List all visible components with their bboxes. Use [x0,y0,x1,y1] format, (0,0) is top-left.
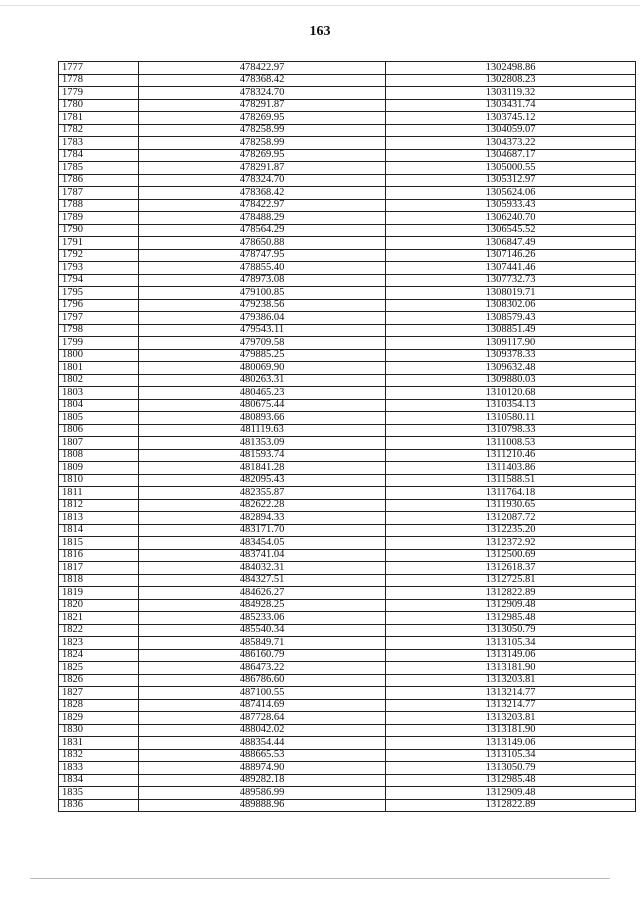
table-row [59,387,636,400]
point-number-cell: 1812 [59,499,139,512]
point-number-cell: 1835 [59,787,139,800]
coordinates-table [58,61,636,812]
point-number-cell: 1831 [59,737,139,750]
x-coordinate-cell: 486160.79 [139,649,386,662]
point-number-cell: 1777 [59,62,139,75]
point-number-cell: 1834 [59,774,139,787]
point-number-cell: 1818 [59,574,139,587]
table-row [59,512,636,525]
point-number-cell: 1803 [59,387,139,400]
y-coordinate-cell: 1312725.81 [386,574,636,587]
y-coordinate-cell: 1305000.55 [386,162,636,175]
table-row [59,524,636,537]
x-coordinate-cell: 478368.42 [139,187,386,200]
y-coordinate-cell: 1311210.46 [386,449,636,462]
x-coordinate-cell: 481353.09 [139,437,386,450]
table-row [59,374,636,387]
scan-bottom-line [30,878,610,879]
y-coordinate-cell: 1313203.81 [386,712,636,725]
point-number-cell: 1822 [59,624,139,637]
y-coordinate-cell: 1310798.33 [386,424,636,437]
point-number-cell: 1789 [59,212,139,225]
y-coordinate-cell: 1312985.48 [386,612,636,625]
x-coordinate-cell: 478324.70 [139,174,386,187]
y-coordinate-cell: 1312372.92 [386,537,636,550]
x-coordinate-cell: 485233.06 [139,612,386,625]
point-number-cell: 1794 [59,274,139,287]
y-coordinate-cell: 1313181.90 [386,724,636,737]
x-coordinate-cell: 487100.55 [139,687,386,700]
point-number-cell: 1804 [59,399,139,412]
y-coordinate-cell: 1313050.79 [386,624,636,637]
y-coordinate-cell: 1312087.72 [386,512,636,525]
x-coordinate-cell: 482894.33 [139,512,386,525]
point-number-cell: 1796 [59,299,139,312]
y-coordinate-cell: 1311930.65 [386,499,636,512]
x-coordinate-cell: 478258.99 [139,137,386,150]
x-coordinate-cell: 478324.70 [139,87,386,100]
point-number-cell: 1792 [59,249,139,262]
point-number-cell: 1808 [59,449,139,462]
y-coordinate-cell: 1304687.17 [386,149,636,162]
table-row [59,774,636,787]
y-coordinate-cell: 1313105.34 [386,637,636,650]
x-coordinate-cell: 488665.53 [139,749,386,762]
table-row [59,187,636,200]
x-coordinate-cell: 480675.44 [139,399,386,412]
table-row [59,574,636,587]
point-number-cell: 1786 [59,174,139,187]
y-coordinate-cell: 1313181.90 [386,662,636,675]
y-coordinate-cell: 1302498.86 [386,62,636,75]
y-coordinate-cell: 1303119.32 [386,87,636,100]
point-number-cell: 1783 [59,137,139,150]
y-coordinate-cell: 1308579.43 [386,312,636,325]
table-row [59,324,636,337]
point-number-cell: 1820 [59,599,139,612]
point-number-cell: 1790 [59,224,139,237]
x-coordinate-cell: 486786.60 [139,674,386,687]
point-number-cell: 1779 [59,87,139,100]
y-coordinate-cell: 1312235.20 [386,524,636,537]
table-row [59,612,636,625]
point-number-cell: 1806 [59,424,139,437]
x-coordinate-cell: 483171.70 [139,524,386,537]
x-coordinate-cell: 481119.63 [139,424,386,437]
x-coordinate-cell: 478650.88 [139,237,386,250]
y-coordinate-cell: 1313149.06 [386,649,636,662]
x-coordinate-cell: 489586.99 [139,787,386,800]
table-row [59,74,636,87]
x-coordinate-cell: 479709.58 [139,337,386,350]
table-row [59,799,636,812]
y-coordinate-cell: 1305933.43 [386,199,636,212]
y-coordinate-cell: 1312909.48 [386,787,636,800]
x-coordinate-cell: 478258.99 [139,124,386,137]
x-coordinate-cell: 478855.40 [139,262,386,275]
table-row [59,724,636,737]
table-row [59,337,636,350]
x-coordinate-cell: 478564.29 [139,224,386,237]
table-row [59,462,636,475]
table-row [59,249,636,262]
table-row [59,737,636,750]
point-number-cell: 1832 [59,749,139,762]
point-number-cell: 1805 [59,412,139,425]
y-coordinate-cell: 1309117.90 [386,337,636,350]
point-number-cell: 1781 [59,112,139,125]
table-row [59,537,636,550]
point-number-cell: 1785 [59,162,139,175]
table-row [59,99,636,112]
x-coordinate-cell: 478422.97 [139,199,386,212]
point-number-cell: 1793 [59,262,139,275]
point-number-cell: 1787 [59,187,139,200]
table-row [59,349,636,362]
y-coordinate-cell: 1303745.12 [386,112,636,125]
x-coordinate-cell: 487728.64 [139,712,386,725]
table-row [59,749,636,762]
point-number-cell: 1824 [59,649,139,662]
x-coordinate-cell: 485849.71 [139,637,386,650]
y-coordinate-cell: 1306545.52 [386,224,636,237]
table-row [59,362,636,375]
table-row [59,624,636,637]
table-row [59,287,636,300]
x-coordinate-cell: 482095.43 [139,474,386,487]
table-row [59,124,636,137]
x-coordinate-cell: 480465.23 [139,387,386,400]
y-coordinate-cell: 1304373.22 [386,137,636,150]
x-coordinate-cell: 478973.08 [139,274,386,287]
x-coordinate-cell: 485540.34 [139,624,386,637]
table-row [59,787,636,800]
point-number-cell: 1811 [59,487,139,500]
y-coordinate-cell: 1313105.34 [386,749,636,762]
point-number-cell: 1778 [59,74,139,87]
table-row [59,312,636,325]
x-coordinate-cell: 478747.95 [139,249,386,262]
x-coordinate-cell: 481593.74 [139,449,386,462]
y-coordinate-cell: 1308851.49 [386,324,636,337]
table-row [59,174,636,187]
point-number-cell: 1802 [59,374,139,387]
table-row [59,162,636,175]
point-number-cell: 1823 [59,637,139,650]
y-coordinate-cell: 1308302.06 [386,299,636,312]
scan-edge-line [0,5,640,6]
y-coordinate-cell: 1313050.79 [386,762,636,775]
point-number-cell: 1827 [59,687,139,700]
y-coordinate-cell: 1309632.48 [386,362,636,375]
y-coordinate-cell: 1307441.46 [386,262,636,275]
table-row [59,424,636,437]
y-coordinate-cell: 1312500.69 [386,549,636,562]
x-coordinate-cell: 478269.95 [139,149,386,162]
y-coordinate-cell: 1313214.77 [386,699,636,712]
y-coordinate-cell: 1310580.11 [386,412,636,425]
point-number-cell: 1791 [59,237,139,250]
table-row [59,637,636,650]
table-row [59,587,636,600]
x-coordinate-cell: 481841.28 [139,462,386,475]
x-coordinate-cell: 487414.69 [139,699,386,712]
y-coordinate-cell: 1309880.03 [386,374,636,387]
point-number-cell: 1819 [59,587,139,600]
point-number-cell: 1825 [59,662,139,675]
table-row [59,212,636,225]
table-row [59,687,636,700]
y-coordinate-cell: 1313214.77 [386,687,636,700]
y-coordinate-cell: 1308019.71 [386,287,636,300]
table-row [59,549,636,562]
point-number-cell: 1810 [59,474,139,487]
point-number-cell: 1800 [59,349,139,362]
y-coordinate-cell: 1312822.89 [386,587,636,600]
x-coordinate-cell: 486473.22 [139,662,386,675]
y-coordinate-cell: 1307732.73 [386,274,636,287]
point-number-cell: 1801 [59,362,139,375]
table-row [59,499,636,512]
x-coordinate-cell: 480893.66 [139,412,386,425]
y-coordinate-cell: 1305624.06 [386,187,636,200]
y-coordinate-cell: 1310120.68 [386,387,636,400]
x-coordinate-cell: 478422.97 [139,62,386,75]
point-number-cell: 1780 [59,99,139,112]
page-number: 163 [309,24,331,39]
x-coordinate-cell: 478291.87 [139,99,386,112]
table-row [59,712,636,725]
point-number-cell: 1826 [59,674,139,687]
x-coordinate-cell: 482355.87 [139,487,386,500]
x-coordinate-cell: 489888.96 [139,799,386,812]
y-coordinate-cell: 1304059.07 [386,124,636,137]
point-number-cell: 1821 [59,612,139,625]
table-row [59,62,636,75]
table-row [59,674,636,687]
y-coordinate-cell: 1311403.86 [386,462,636,475]
x-coordinate-cell: 478269.95 [139,112,386,125]
y-coordinate-cell: 1303431.74 [386,99,636,112]
x-coordinate-cell: 483454.05 [139,537,386,550]
y-coordinate-cell: 1310354.13 [386,399,636,412]
x-coordinate-cell: 479238.56 [139,299,386,312]
table-row [59,437,636,450]
point-number-cell: 1815 [59,537,139,550]
point-number-cell: 1836 [59,799,139,812]
table-row [59,87,636,100]
coordinates-table-body [59,62,636,812]
point-number-cell: 1813 [59,512,139,525]
x-coordinate-cell: 480263.31 [139,374,386,387]
y-coordinate-cell: 1302808.23 [386,74,636,87]
table-row [59,699,636,712]
y-coordinate-cell: 1306240.70 [386,212,636,225]
y-coordinate-cell: 1309378.33 [386,349,636,362]
point-number-cell: 1788 [59,199,139,212]
x-coordinate-cell: 489282.18 [139,774,386,787]
point-number-cell: 1784 [59,149,139,162]
point-number-cell: 1809 [59,462,139,475]
point-number-cell: 1817 [59,562,139,575]
y-coordinate-cell: 1312985.48 [386,774,636,787]
table-row [59,399,636,412]
y-coordinate-cell: 1312618.37 [386,562,636,575]
table-row [59,562,636,575]
x-coordinate-cell: 479386.04 [139,312,386,325]
table-row [59,262,636,275]
x-coordinate-cell: 484032.31 [139,562,386,575]
point-number-cell: 1816 [59,549,139,562]
point-number-cell: 1829 [59,712,139,725]
table-row [59,662,636,675]
table-row [59,137,636,150]
table-row [59,149,636,162]
table-row [59,299,636,312]
point-number-cell: 1830 [59,724,139,737]
table-row [59,649,636,662]
point-number-cell: 1828 [59,699,139,712]
table-row [59,599,636,612]
table-row [59,199,636,212]
y-coordinate-cell: 1305312.97 [386,174,636,187]
table-row [59,412,636,425]
table-row [59,474,636,487]
table-row [59,274,636,287]
x-coordinate-cell: 484928.25 [139,599,386,612]
x-coordinate-cell: 484327.51 [139,574,386,587]
x-coordinate-cell: 488974.90 [139,762,386,775]
table-row [59,237,636,250]
y-coordinate-cell: 1311008.53 [386,437,636,450]
x-coordinate-cell: 480069.90 [139,362,386,375]
y-coordinate-cell: 1306847.49 [386,237,636,250]
y-coordinate-cell: 1313149.06 [386,737,636,750]
x-coordinate-cell: 484626.27 [139,587,386,600]
x-coordinate-cell: 479885.25 [139,349,386,362]
x-coordinate-cell: 488042.02 [139,724,386,737]
table-row [59,487,636,500]
point-number-cell: 1795 [59,287,139,300]
y-coordinate-cell: 1311764.18 [386,487,636,500]
point-number-cell: 1782 [59,124,139,137]
x-coordinate-cell: 488354.44 [139,737,386,750]
y-coordinate-cell: 1307146.26 [386,249,636,262]
x-coordinate-cell: 483741.04 [139,549,386,562]
point-number-cell: 1807 [59,437,139,450]
x-coordinate-cell: 482622.28 [139,499,386,512]
table-row [59,762,636,775]
x-coordinate-cell: 478488.29 [139,212,386,225]
x-coordinate-cell: 478368.42 [139,74,386,87]
point-number-cell: 1799 [59,337,139,350]
x-coordinate-cell: 479543.11 [139,324,386,337]
x-coordinate-cell: 478291.87 [139,162,386,175]
y-coordinate-cell: 1311588.51 [386,474,636,487]
point-number-cell: 1833 [59,762,139,775]
table-row [59,449,636,462]
y-coordinate-cell: 1312822.89 [386,799,636,812]
y-coordinate-cell: 1313203.81 [386,674,636,687]
point-number-cell: 1798 [59,324,139,337]
point-number-cell: 1797 [59,312,139,325]
table-row [59,112,636,125]
x-coordinate-cell: 479100.85 [139,287,386,300]
point-number-cell: 1814 [59,524,139,537]
y-coordinate-cell: 1312909.48 [386,599,636,612]
table-row [59,224,636,237]
